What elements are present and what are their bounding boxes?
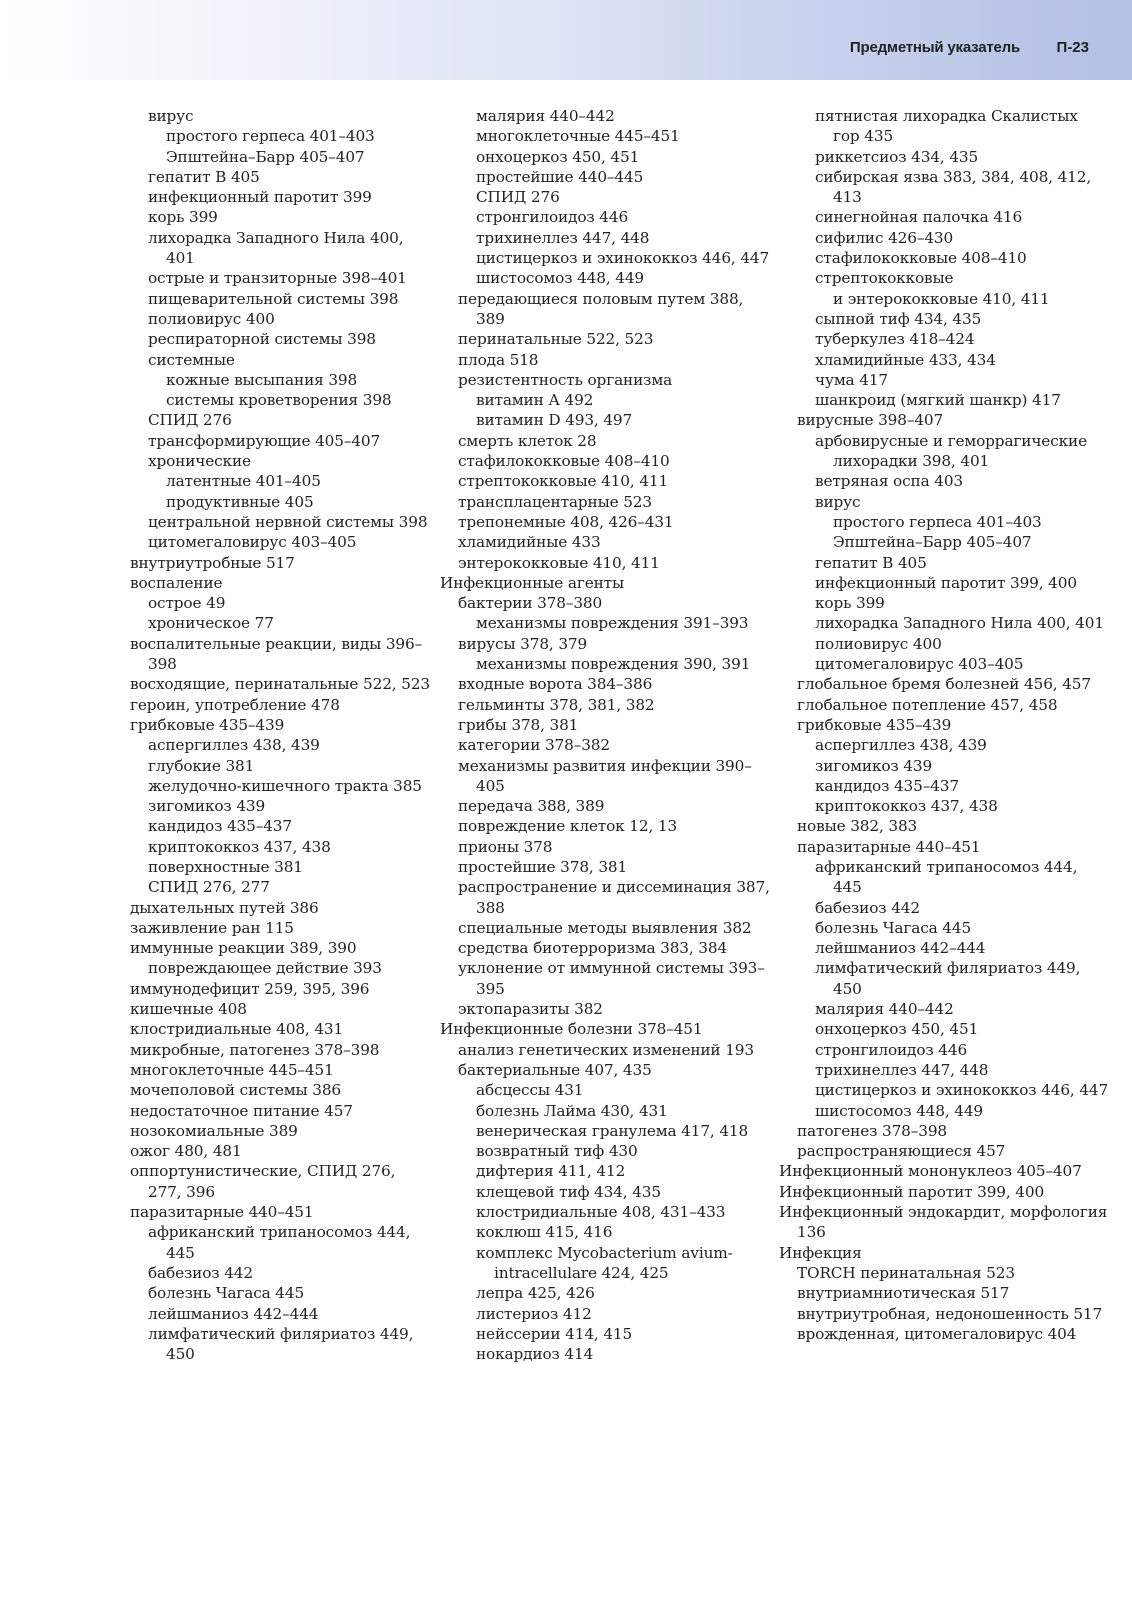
index-entry: продуктивные 405 — [166, 492, 314, 511]
index-entry: центральной нервной системы 398 — [148, 512, 428, 531]
index-entry: венерическая гранулема 417, 418 — [476, 1121, 749, 1140]
index-entry: желудочно-кишечного тракта 385 — [148, 776, 422, 795]
index-entry: глобальное потепление 457, 458 — [797, 695, 1058, 714]
index-entry: мочеполовой системы 386 — [130, 1081, 342, 1100]
index-entry: простого герпеса 401–403 — [166, 127, 375, 146]
index-entry: кожные высыпания 398 — [166, 370, 358, 389]
index-entry: корь 399 — [148, 208, 218, 227]
index-entry: анализ генетических изменений 193 — [458, 1040, 754, 1059]
index-entry: лихорадка Западного Нила 400, 401 — [815, 614, 1104, 633]
index-entry: витамин D 493, 497 — [476, 411, 633, 430]
index-entry: героин, употребление 478 — [130, 695, 340, 714]
index-entry: внутриутробная, недоношенность 517 — [797, 1304, 1103, 1323]
index-entry: стафилококковые 408–410 — [458, 452, 670, 471]
index-entry: воспалительные реакции, виды 396–398 — [130, 634, 423, 674]
index-entry: сыпной тиф 434, 435 — [815, 309, 982, 328]
index-entry: болезнь Чагаса 445 — [815, 918, 972, 937]
index-entry: вирусные 398–407 — [797, 411, 944, 430]
index-entry: Инфекционные агенты — [440, 573, 625, 592]
index-entry: специальные методы выявления 382 — [458, 918, 752, 937]
index-entry: Инфекционный паротит 399, 400 — [779, 1182, 1045, 1201]
index-entry: цистицеркоз и эхинококкоз 446, 447 — [815, 1081, 1109, 1100]
index-entry: кандидоз 435–437 — [815, 776, 959, 795]
index-entry: многоклеточные 445–451 — [130, 1060, 334, 1079]
index-entry: сибирская язва 383, 384, 408, 412, 413 — [815, 167, 1092, 207]
index-entry: витамин А 492 — [476, 391, 594, 410]
index-entry: шанкроид (мягкий шанкр) 417 — [815, 391, 1061, 410]
index-entry: микробные, патогенез 378–398 — [130, 1040, 380, 1059]
index-entry: корь 399 — [815, 594, 885, 613]
index-entry: малярия 440–442 — [815, 1000, 954, 1019]
index-entry: внутриамниотическая 517 — [797, 1284, 1010, 1303]
index-entry: цистицеркоз и эхинококкоз 446, 447 — [476, 249, 770, 268]
index-entry: воспаление — [130, 573, 223, 592]
index-entry: клостридиальные 408, 431 — [130, 1020, 344, 1039]
index-entry: поверхностные 381 — [148, 857, 303, 876]
index-entry: зигомикоз 439 — [148, 797, 266, 816]
index-entry: вирус — [148, 107, 194, 125]
index-entry: уклонение от иммунной системы 393–395 — [458, 959, 765, 998]
index-entry: острые и транзиторные 398–401 — [148, 269, 407, 288]
index-entry: криптококкоз 437, 438 — [148, 837, 331, 856]
index-entry: повреждающее действие 393 — [148, 959, 382, 978]
index-column-3 — [779, 106, 1109, 1344]
index-entry: лимфатический филяриатоз 449, 450 — [815, 959, 1081, 998]
index-entry: Инфекционный мононуклеоз 405–407 — [779, 1162, 1082, 1181]
index-entry: недостаточное питание 457 — [130, 1101, 353, 1120]
index-entry: бабезиоз 442 — [148, 1263, 253, 1282]
index-entry: стрептококковые 410, 411 — [458, 472, 669, 491]
index-entry: хламидийные 433 — [458, 533, 601, 552]
index-entry: риккетсиоз 434, 435 — [815, 147, 979, 166]
index-entry: хроническое 77 — [148, 614, 274, 633]
index-entry: грибы 378, 381 — [458, 715, 579, 734]
index-entry: аспергиллез 438, 439 — [815, 736, 987, 755]
index-entry: респираторной системы 398 — [148, 330, 376, 349]
index-entry: глубокие 381 — [148, 756, 255, 775]
index-entry: гепатит В 405 — [148, 167, 260, 186]
index-entry: простейшие 440–445 — [476, 167, 644, 186]
index-entry: сифилис 426–430 — [815, 228, 954, 247]
index-entry: простейшие 378, 381 — [458, 857, 628, 876]
index-entry: паразитарные 440–451 — [130, 1203, 314, 1222]
index-entry: ветряная оспа 403 — [815, 472, 963, 491]
index-entry: новые 382, 383 — [797, 817, 918, 836]
index-entry: перинатальные 522, 523 — [458, 330, 654, 349]
index-entry: смерть клеток 28 — [458, 431, 597, 450]
index-entry: паразитарные 440–451 — [797, 837, 981, 856]
index-entry: средства биотерроризма 383, 384 — [458, 939, 728, 958]
index-entry: повреждение клеток 12, 13 — [458, 817, 678, 836]
index-entry: системы кроветворения 398 — [166, 391, 392, 410]
index-entry: бактерии 378–380 — [458, 594, 603, 613]
index-entry: стафилококковые 408–410 — [815, 249, 1027, 268]
index-entry: криптококкоз 437, 438 — [815, 797, 998, 816]
index-entry: Инфекция — [779, 1243, 862, 1262]
index-entry: категории 378–382 — [458, 736, 610, 755]
index-entry: бабезиоз 442 — [815, 898, 920, 917]
page-number: П-23 — [1056, 39, 1089, 56]
index-entry: стрептококковые — [815, 269, 954, 288]
index-entry: хронические — [148, 452, 251, 471]
index-entry: острое 49 — [148, 594, 226, 613]
index-entry: цитомегаловирус 403–405 — [815, 655, 1024, 674]
index-entry: СПИД 276 — [476, 188, 560, 207]
index-entry: зигомикоз 439 — [815, 756, 933, 775]
index-entry: туберкулез 418–424 — [815, 330, 975, 349]
index-entry: коклюш 415, 416 — [476, 1223, 613, 1242]
index-entry: дыхательных путей 386 — [130, 898, 319, 917]
index-entry: TORCH перинатальная 523 — [797, 1263, 1015, 1282]
index-entry: абсцессы 431 — [476, 1081, 584, 1100]
index-entry: лейшманиоз 442–444 — [815, 939, 986, 958]
index-entry: трансформирующие 405–407 — [148, 431, 381, 450]
index-entry: ожог 480, 481 — [130, 1142, 242, 1161]
index-entry: трепонемные 408, 426–431 — [458, 512, 674, 531]
index-entry: восходящие, перинатальные 522, 523 — [130, 675, 430, 694]
index-entry: лейшманиоз 442–444 — [148, 1304, 319, 1323]
index-entry: прионы 378 — [458, 837, 553, 856]
index-entry: вирусы 378, 379 — [458, 634, 588, 653]
index-entry: заживление ран 115 — [130, 918, 294, 937]
index-entry: Инфекционные болезни 378–451 — [440, 1020, 703, 1039]
index-entry: СПИД 276 — [148, 411, 232, 430]
index-entry: полиовирус 400 — [148, 309, 275, 328]
index-entry: арбовирусные и геморрагические лихорадки 398, 401 — [815, 431, 1087, 471]
index-entry: грибковые 435–439 — [130, 715, 285, 734]
index-entry: патогенез 378–398 — [797, 1121, 948, 1140]
index-entry: трихинеллез 447, 448 — [476, 228, 650, 247]
index-entry: распространение и диссеминация 387, 388 — [458, 878, 770, 917]
index-entry: резистентность организма — [458, 370, 673, 389]
index-entry: онхоцеркоз 450, 451 — [476, 147, 640, 166]
index-entry: глобальное бремя болезней 456, 457 — [797, 675, 1091, 694]
index-entry: хламидийные 433, 434 — [815, 350, 996, 369]
index-entry: стронгилоидоз 446 — [815, 1040, 968, 1059]
index-entry: возвратный тиф 430 — [476, 1142, 638, 1161]
index-entry: шистосомоз 448, 449 — [815, 1101, 984, 1120]
index-entry: оппортунистические, СПИД 276, 277, 396 — [130, 1162, 396, 1201]
index-entry: нозокомиальные 389 — [130, 1121, 298, 1140]
index-entry: распространяющиеся 457 — [797, 1142, 1006, 1161]
index-column-2 — [440, 106, 770, 1364]
index-entry: клостридиальные 408, 431–433 — [476, 1203, 726, 1222]
index-entry: цитомегаловирус 403–405 — [148, 533, 357, 552]
index-entry: нейссерии 414, 415 — [476, 1324, 633, 1343]
index-entry: африканский трипаносомоз 444, 445 — [815, 857, 1078, 897]
index-entry: трихинеллез 447, 448 — [815, 1060, 989, 1079]
index-entry: плода 518 — [458, 350, 539, 369]
index-entry: передающиеся половым путем 388, 389 — [458, 289, 744, 328]
index-entry: шистосомоз 448, 449 — [476, 269, 645, 288]
index-entry: аспергиллез 438, 439 — [148, 736, 320, 755]
index-entry: кандидоз 435–437 — [148, 817, 292, 836]
index-entry: комплекс Mycobacterium avium-intracellulare 424, 425 — [476, 1243, 733, 1282]
index-entry: нокардиоз 414 — [476, 1345, 594, 1364]
index-entry: эктопаразиты 382 — [458, 1000, 603, 1019]
index-entry: кишечные 408 — [130, 1000, 247, 1019]
index-entry: трансплацентарные 523 — [458, 492, 652, 511]
index-entry: иммунодефицит 259, 395, 396 — [130, 979, 370, 998]
index-entry: болезнь Чагаса 445 — [148, 1284, 305, 1303]
index-entry: бактериальные 407, 435 — [458, 1060, 652, 1079]
index-entry: лимфатический филяриатоз 449, 450 — [148, 1324, 414, 1364]
index-entry: инфекционный паротит 399 — [148, 188, 372, 207]
index-entry: инфекционный паротит 399, 400 — [815, 573, 1077, 592]
index-entry: грибковые 435–439 — [797, 715, 952, 734]
index-entry: африканский трипаносомоз 444, 445 — [148, 1223, 411, 1262]
index-entry: онхоцеркоз 450, 451 — [815, 1020, 979, 1039]
index-entry: синегнойная палочка 416 — [815, 208, 1023, 227]
index-entry: Эпштейна–Барр 405–407 — [166, 147, 365, 166]
index-entry: механизмы повреждения 390, 391 — [476, 655, 751, 674]
running-header-title: Предметный указатель — [849, 39, 1020, 56]
index-entry: Эпштейна–Барр 405–407 — [833, 533, 1032, 552]
index-entry: иммунные реакции 389, 390 — [130, 939, 357, 958]
index-entry: механизмы развития инфекции 390–405 — [458, 756, 752, 795]
index-entry: Инфекционный эндокардит, морфология 136 — [779, 1203, 1108, 1242]
index-entry: СПИД 276, 277 — [148, 878, 270, 897]
index-column-1 — [112, 106, 430, 1364]
index-entry: врожденная, цитомегаловирус 404 — [797, 1324, 1077, 1343]
index-entry: лихорадка Западного Нила 400, 401 — [148, 228, 404, 268]
index-entry: и энтерококковые 410, 411 — [833, 289, 1050, 308]
index-entry: гепатит В 405 — [815, 553, 927, 572]
index-entry: малярия 440–442 — [476, 107, 615, 125]
index-entry: простого герпеса 401–403 — [833, 512, 1042, 531]
index-entry: листериоз 412 — [476, 1304, 592, 1323]
index-entry: пятнистая лихорадка Скалистых гор 435 — [815, 107, 1078, 146]
index-entry: механизмы повреждения 391–393 — [476, 614, 749, 633]
index-entry: входные ворота 384–386 — [458, 675, 653, 694]
index-entry: латентные 401–405 — [166, 472, 321, 491]
index-entry: лепра 425, 426 — [476, 1284, 595, 1303]
index-entry: внутриутробные 517 — [130, 553, 295, 572]
index-entry: пищеварительной системы 398 — [148, 289, 399, 308]
index-entry: клещевой тиф 434, 435 — [476, 1182, 661, 1201]
index-entry: гельминты 378, 381, 382 — [458, 695, 655, 714]
index-entry: передача 388, 389 — [458, 797, 605, 816]
index-entry: чума 417 — [815, 370, 888, 389]
index-entry: болезнь Лайма 430, 431 — [476, 1101, 668, 1120]
index-entry: полиовирус 400 — [815, 634, 942, 653]
index-entry: многоклеточные 445–451 — [476, 127, 680, 146]
index-entry: вирус — [815, 492, 861, 511]
index-entry: дифтерия 411, 412 — [476, 1162, 626, 1181]
index-entry: системные — [148, 350, 235, 369]
index-entry: энтерококковые 410, 411 — [458, 553, 660, 572]
index-entry: стронгилоидоз 446 — [476, 208, 629, 227]
